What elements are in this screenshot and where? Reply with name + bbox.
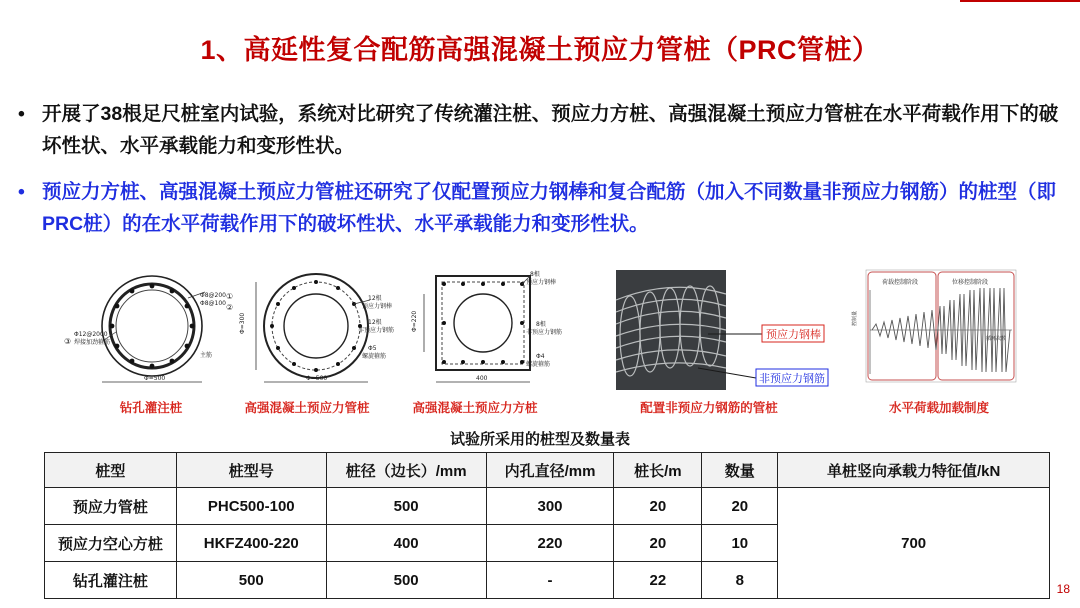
tube-label-4: 非预应力钢筋 bbox=[358, 327, 395, 334]
inner-ring bbox=[116, 290, 188, 362]
square-inner-hole bbox=[454, 294, 512, 352]
header-count: 数量 bbox=[702, 453, 778, 488]
tube-inner-hole bbox=[284, 294, 348, 358]
tube-bar-ring bbox=[272, 282, 360, 370]
y-axis-label: 控制量 bbox=[852, 310, 858, 326]
header-diameter: 桩径（边长）/mm bbox=[326, 453, 486, 488]
header-model: 桩型号 bbox=[176, 453, 326, 488]
cell-length: 22 bbox=[614, 562, 702, 599]
tube-label-3: 12根 bbox=[368, 319, 382, 326]
cage-photo bbox=[616, 270, 836, 392]
cell-capacity: 700 bbox=[778, 488, 1050, 599]
cell-diameter: 500 bbox=[326, 562, 486, 599]
square-pile-diagram bbox=[402, 268, 563, 392]
bored-callout-2: ② bbox=[226, 303, 234, 312]
bored-label-5: 主筋 bbox=[200, 352, 213, 359]
tube-label-6: 螺旋箍筋 bbox=[362, 353, 387, 360]
header-inner-diameter: 内孔直径/mm bbox=[486, 453, 614, 488]
square-label-3: 8根 bbox=[536, 321, 546, 328]
stirrup-ring bbox=[110, 284, 194, 368]
tube-dim-h: Φ=300 bbox=[239, 312, 246, 334]
header-pile-type: 桩型 bbox=[45, 453, 177, 488]
pile-outer-circle bbox=[102, 276, 202, 376]
square-label-4: 非预应力钢筋 bbox=[526, 329, 563, 336]
bored-callout-1: ① bbox=[226, 292, 234, 301]
square-outer bbox=[436, 276, 530, 370]
table-header-row bbox=[45, 453, 1050, 488]
x-axis-label: 循环次数 bbox=[986, 336, 1007, 342]
cell-type: 预应力空心方桩 bbox=[45, 525, 177, 562]
cell-diameter: 400 bbox=[326, 525, 486, 562]
tube-outer-circle bbox=[264, 274, 368, 378]
slide-title: 1、高延性复合配筋高强混凝土预应力管桩（PRC管桩） bbox=[200, 35, 880, 65]
bored-label-3: Φ12@2000 bbox=[74, 331, 108, 338]
bullet-text-2: 预应力方桩、高强混凝土预应力管桩还研究了仅配置预应力钢棒和复合配筋（加入不同数量非预应力钢筋）的桩型（即PRC桩）的在水平荷载作用下的破坏性状、水平承载能力和变形性状。 bbox=[42, 181, 1057, 235]
cell-inner: 300 bbox=[486, 488, 614, 525]
caption-cage-photo: 配置非预应力钢筋的管桩 bbox=[640, 401, 778, 415]
caption-loading: 水平荷载加载制度 bbox=[888, 401, 990, 415]
cage-label-non-prestressed: 非预应力钢筋 bbox=[759, 372, 825, 385]
square-dim-h: Φ=220 bbox=[411, 310, 418, 332]
bullet-marker: • bbox=[18, 181, 25, 203]
table-title: 试验所采用的桩型及数量表 bbox=[449, 431, 630, 448]
bored-label-2: Φ8@100 bbox=[200, 300, 226, 307]
cell-inner: 220 bbox=[486, 525, 614, 562]
bored-pile-diagram bbox=[60, 270, 240, 392]
header-length: 桩长/m bbox=[614, 453, 702, 488]
bullet-list bbox=[18, 98, 1068, 254]
cell-type: 钻孔灌注桩 bbox=[45, 562, 177, 599]
bullet-item-2 bbox=[18, 176, 1068, 240]
cell-length: 20 bbox=[614, 525, 702, 562]
top-accent-line bbox=[960, 0, 1080, 2]
caption-tube-pile: 高强混凝土预应力管桩 bbox=[244, 401, 370, 415]
bullet-item-1 bbox=[18, 98, 1068, 162]
square-label-6: 螺旋箍筋 bbox=[526, 361, 551, 368]
header-capacity: 单桩竖向承载力特征值/kN bbox=[778, 453, 1050, 488]
page-number: 18 bbox=[1056, 582, 1070, 596]
cell-model: HKFZ400-220 bbox=[176, 525, 326, 562]
bullet-text-1: 开展了38根足尺桩室内试验，系统对比研究了传统灌注桩、预应力方桩、高强混凝土预应力管桩在水平荷载作用下的破坏性状、水平承载能力和变形性状。 bbox=[42, 103, 1059, 157]
phase-1-label: 荷载控制阶段 bbox=[882, 279, 919, 286]
caption-square-pile: 高强混凝土预应力方桩 bbox=[412, 401, 538, 415]
bored-callout-3: ③ bbox=[64, 337, 72, 346]
caption-bored-pile: 钻孔灌注桩 bbox=[119, 401, 183, 415]
cell-model: 500 bbox=[176, 562, 326, 599]
cell-model: PHC500-100 bbox=[176, 488, 326, 525]
tube-label-1: 12根 bbox=[368, 295, 382, 302]
square-label-5: Φ4 bbox=[536, 353, 545, 360]
tube-dim-w: Φ=500 bbox=[306, 375, 328, 382]
cage-label-prestressed: 预应力钢棒 bbox=[766, 328, 821, 341]
square-label-1: 8根 bbox=[530, 271, 540, 278]
bored-dim: Φ=500 bbox=[144, 375, 166, 382]
bored-label-1: Φ8@200 bbox=[200, 292, 226, 299]
phase-2-label: 位移控制阶段 bbox=[952, 279, 989, 286]
square-label-2: 预应力钢棒 bbox=[526, 279, 557, 286]
bullet-marker: • bbox=[18, 103, 25, 125]
pile-types-table bbox=[44, 452, 1050, 599]
cell-diameter: 500 bbox=[326, 488, 486, 525]
square-dim-w: 400 bbox=[476, 375, 488, 382]
table-row bbox=[45, 488, 1050, 525]
cell-type: 预应力管桩 bbox=[45, 488, 177, 525]
bored-label-4: 焊接加劲箍筋 bbox=[74, 339, 111, 346]
cell-inner: - bbox=[486, 562, 614, 599]
cell-count: 8 bbox=[702, 562, 778, 599]
tube-label-2: 预应力钢棒 bbox=[362, 303, 393, 310]
loading-protocol-diagram bbox=[846, 266, 1026, 392]
cell-length: 20 bbox=[614, 488, 702, 525]
tube-pile-diagram bbox=[232, 270, 400, 392]
cell-count: 20 bbox=[702, 488, 778, 525]
cell-count: 10 bbox=[702, 525, 778, 562]
tube-label-5: Φ5 bbox=[368, 345, 377, 352]
